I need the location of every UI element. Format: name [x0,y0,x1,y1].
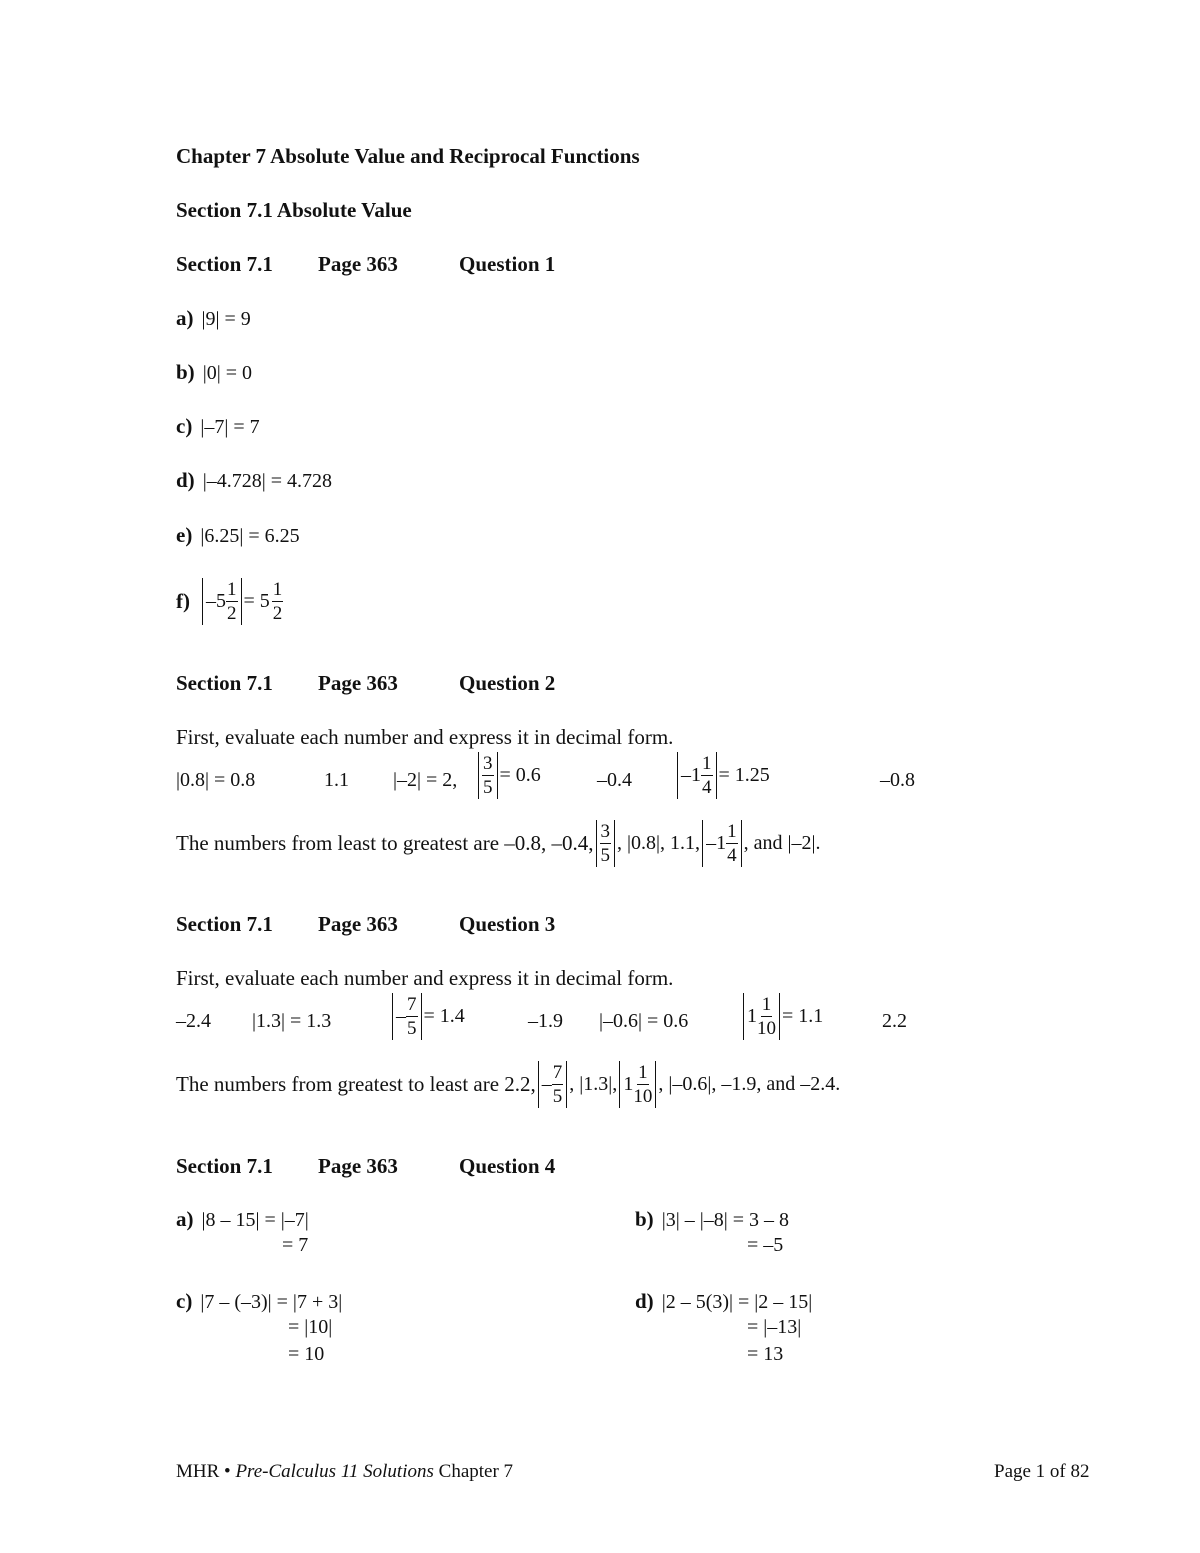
q1-part-d: d) |–4.728| = 4.728 [176,468,332,492]
q4-section: Section 7.1 [176,1154,273,1178]
q2-value-5: –0.4 [597,769,632,791]
q4-part-d-line2: = |–13| [747,1316,802,1338]
q2-value-7: –0.8 [880,769,915,791]
q2-page: Page 363 [318,671,398,695]
fraction: $\frac{1}{10}$ [633,1062,653,1107]
q1-page: Page 363 [318,252,398,276]
q2-value-3: |–2| = 2, [393,769,458,791]
q4-part-c-line2: = |10| [288,1316,333,1338]
footer-left: MHR • Pre-Calculus 11 Solutions Chapter 7 [176,1461,514,1482]
q4-page: Page 363 [318,1154,398,1178]
q4-part-c: c) |7 – (–3)| = |7 + 3| [176,1289,343,1313]
page-number: Page 1 of 82 [994,1461,1090,1482]
q4-part-d-line3: = 13 [747,1343,784,1365]
q3-value-7: 2.2 [882,1010,907,1032]
q3-value-3: – $\frac{7}{5}$ = 1.4 [392,993,465,1040]
q2-question: Question 2 [459,671,556,695]
fraction: $\frac{1}{10}$ [757,994,776,1039]
q1-part-c: c) |–7| = 7 [176,414,260,438]
fraction: $\frac{3}{5}$ [483,753,493,798]
q3-conclusion: The numbers from greatest to least are 2.2, – $\frac{7}{5}$ , |1.3|, 1 $\frac{1}{10}$ , |–0.6|, –1.9, and –2.4. [176,1062,841,1107]
q2-value-1: |0.8| = 0.8 [176,769,256,791]
q4-part-a-line2: = 7 [282,1234,309,1256]
q4-question: Question 4 [459,1154,556,1178]
q4-part-a: a) |8 – 15| = |–7| [176,1207,309,1231]
fraction: $\frac{1}{2}$ [272,579,283,624]
q4-part-b-line2: = –5 [747,1234,784,1256]
q2-value-4: $\frac{3}{5}$ = 0.6 [478,752,541,799]
q3-question: Question 3 [459,912,556,936]
q4-part-b: b) |3| – |–8| = 3 – 8 [635,1207,789,1231]
q3-page: Page 363 [318,912,398,936]
q3-section: Section 7.1 [176,912,273,936]
q2-value-2: 1.1 [324,769,349,791]
q4-part-c-line3: = 10 [288,1343,325,1365]
q4-part-d: d) |2 – 5(3)| = |2 – 15| [635,1289,813,1313]
fraction: $\frac{7}{5}$ [407,994,417,1039]
q1-section: Section 7.1 [176,252,273,276]
section-title: Section 7.1 Absolute Value [176,198,412,222]
absolute-value-expression: –5 $\frac{1}{2}$ [202,578,242,625]
chapter-title: Chapter 7 Absolute Value and Reciprocal Functions [176,144,640,168]
q3-value-6: 1 $\frac{1}{10}$ = 1.1 [743,993,823,1040]
q2-section: Section 7.1 [176,671,273,695]
q1-part-f: f) –5 $\frac{1}{2}$ = 5 $\frac{1}{2}$ [176,579,283,624]
q3-value-4: –1.9 [528,1010,563,1032]
fraction: $\frac{3}{5}$ [600,821,611,866]
q1-question: Question 1 [459,252,556,276]
q3-value-2: |1.3| = 1.3 [252,1010,332,1032]
q3-intro: First, evaluate each number and express it in decimal form. [176,966,674,990]
q2-value-6: –1 $\frac{1}{4}$ = 1.25 [677,752,770,799]
fraction: $\frac{7}{5}$ [552,1062,563,1107]
q1-part-a: a) |9| = 9 [176,306,251,330]
fraction: $\frac{1}{2}$ [227,579,237,624]
q2-intro: First, evaluate each number and express it in decimal form. [176,725,674,749]
q1-part-b: b) |0| = 0 [176,360,252,384]
q3-value-5: |–0.6| = 0.6 [599,1010,689,1032]
fraction: $\frac{1}{4}$ [702,753,712,798]
fraction: $\frac{1}{4}$ [727,821,737,866]
q3-value-1: –2.4 [176,1010,211,1032]
q2-conclusion: The numbers from least to greatest are –0.8, –0.4, $\frac{3}{5}$ , |0.8|, 1.1, –1 $\frac{1}{4}$ , and |–2|. [176,821,821,866]
q1-part-e: e) |6.25| = 6.25 [176,523,300,547]
